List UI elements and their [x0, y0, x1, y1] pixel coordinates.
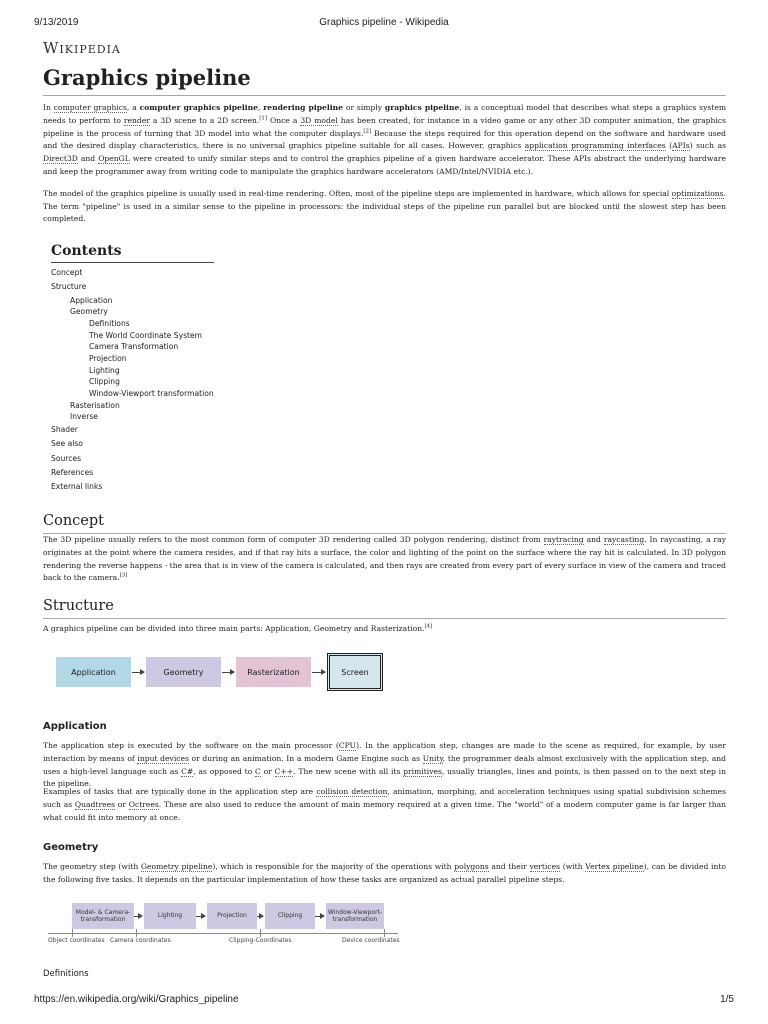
bold-term: computer graphics pipeline — [139, 103, 258, 112]
toc-item[interactable]: References — [51, 468, 94, 478]
text-run: (with — [560, 862, 586, 871]
arrow-icon — [222, 672, 234, 673]
text-run: has been created, for instance in a — [337, 115, 481, 125]
toc-title: Contents — [51, 243, 214, 263]
toc-item[interactable]: Rasterisation — [70, 400, 120, 410]
lead-paragraph-1 — [43, 102, 726, 179]
toc-item[interactable]: Clipping — [89, 377, 120, 387]
arrow-icon — [196, 916, 205, 917]
axis-tick — [136, 929, 137, 937]
text-run: and — [77, 154, 99, 164]
article-link[interactable]: Unity — [422, 753, 443, 763]
print-title: Graphics pipeline - Wikipedia — [319, 17, 449, 28]
text-run: were created to unify similar steps and to control the graphics pipeline of a given — [129, 154, 460, 164]
toc-item[interactable]: Structure — [51, 282, 87, 292]
geometry-stage-clipping: Clipping — [265, 903, 315, 929]
subsection-heading-application: Application — [43, 721, 107, 732]
text-run: , the programmer deals almost exclusively with the application step, and uses a high-level language such as — [43, 753, 726, 776]
article-link[interactable]: C — [255, 766, 261, 776]
text-run: , animation, morphing, and acceleration techniques using spatial subdivision schemes such as — [43, 787, 727, 809]
text-run: The model of the graphics pipeline is usually used in real-time rendering. Often, most of the pipeline steps are implemented in hardware, which allows for special — [43, 188, 672, 198]
text-run: or — [260, 766, 275, 776]
text-run: ), which is responsible for the majority of the operations with — [212, 862, 455, 871]
citation-link[interactable]: [1] — [259, 115, 268, 122]
geometry-stage-lighting: Lighting — [144, 903, 196, 929]
arrow-icon — [312, 672, 325, 673]
article-link[interactable]: input devices — [137, 753, 189, 763]
article-link[interactable]: Vertex pipeline — [585, 862, 644, 871]
article-link[interactable]: raytracing — [543, 535, 584, 544]
coordinate-axis — [48, 933, 398, 934]
article-link[interactable]: render — [123, 115, 150, 125]
text-run: , usually triangles, lines and points, is then passed on to the next step in the pipeline. — [43, 766, 726, 789]
toc-item[interactable]: External links — [51, 482, 103, 492]
caption-object-coordinates: Object coordinates — [48, 937, 105, 944]
text-run: , as opposed to — [193, 766, 256, 776]
bold-term: rendering pipeline — [263, 103, 344, 112]
print-url: https://en.wikipedia.org/wiki/Graphics_pipeline — [34, 994, 239, 1005]
article-link[interactable]: Direct3D — [43, 154, 78, 164]
text-run: video game — [480, 115, 526, 125]
article-link[interactable]: CPU — [338, 741, 357, 750]
article-link[interactable]: C# — [181, 766, 194, 776]
text-run: The 3D pipeline usually refers to the most common form of computer 3D rendering called 3D polygon rendering, distinct from — [43, 535, 544, 544]
arrow-icon — [134, 916, 142, 917]
text-run: . In raycasting, a ray originates at the point where the camera resides, and if that ray hits a surface, the color and lighting of the point on the surface where the ray hit is calculated. In 3D polygon rendering the reverse happens - the area that is in view of the camera is calculated, and then rays are created from every part of every surface in view of the camera and traced back to the camera. — [43, 535, 727, 583]
axis-tick — [72, 929, 73, 937]
toc-item[interactable]: Lighting — [89, 365, 120, 375]
application-paragraph-2 — [43, 786, 726, 824]
text-run: . The new scene with all its — [293, 766, 404, 776]
geometry-pipeline-diagram — [48, 899, 408, 949]
citation-link[interactable]: [4] — [424, 623, 433, 630]
article-link[interactable]: APIs — [672, 141, 690, 151]
text-run: , is a conceptual model that describes what steps a graphics system needs to perform to — [43, 103, 727, 125]
article-link[interactable]: collision detection — [316, 787, 388, 796]
toc-item[interactable]: Shader — [51, 425, 78, 435]
toc-item[interactable]: Sources — [51, 453, 82, 463]
article-link[interactable]: application programming interfaces — [524, 141, 666, 151]
text-run: The geometry step (with — [43, 862, 141, 871]
diagram-stage-rasterization: Rasterization — [236, 657, 311, 687]
print-date: 9/13/2019 — [34, 17, 79, 28]
subsection-heading-geometry: Geometry — [43, 842, 99, 853]
table-of-contents — [51, 243, 214, 495]
section-heading-concept: Concept — [43, 512, 726, 534]
axis-tick — [260, 929, 261, 937]
toc-item[interactable]: Definitions — [89, 318, 130, 328]
text-run: . The term "pipeline" is used in a similar sense to the pipeline in processors: the individual steps of the pipeline run parallel but are blocked until the slowest step has been completed. — [43, 188, 726, 224]
geometry-paragraph — [43, 861, 726, 887]
section-heading-structure: Structure — [43, 597, 726, 619]
geometry-stage-model-camera: Model- & Camera-transformation — [72, 903, 134, 929]
diagram-stage-screen: Screen — [327, 653, 383, 691]
text-run: or simply — [343, 103, 385, 112]
arrow-icon — [257, 916, 263, 917]
text-run: , — [257, 103, 264, 112]
axis-tick — [384, 929, 385, 937]
article — [43, 36, 727, 979]
toc-item[interactable]: Window-Viewport transformation — [89, 389, 214, 399]
diagram-stage-geometry: Geometry — [146, 657, 221, 687]
article-link[interactable]: vertices — [529, 862, 561, 871]
page-title: Graphics pipeline — [43, 65, 726, 96]
toc-item[interactable]: Concept — [51, 268, 83, 277]
text-run: hardware accelerator — [459, 154, 543, 164]
caption-device-coordinates: Device coordinates — [342, 937, 400, 944]
article-link[interactable]: optimizations — [671, 188, 724, 198]
text-run: or — [114, 799, 129, 809]
toc-item[interactable]: See also — [51, 439, 83, 449]
toc-item[interactable]: Application — [70, 295, 113, 305]
text-run: . These APIs abstract the underlying hardware and keep the programmer away from writing code to manipulate the graphics hardware accelerators (AMD/Intel/NVIDIA etc.). — [43, 154, 726, 176]
citation-link[interactable]: [3] — [119, 572, 128, 579]
text-run: ) such as — [689, 141, 726, 151]
print-header — [34, 17, 734, 31]
bold-term: graphics pipeline — [384, 103, 460, 112]
text-run: Because the steps required for this operation depend on the software and hardware used and the desired display characteristics, there is no universal graphics pipeline suitable for all cases. However, graphics — [43, 128, 726, 151]
text-run: a 3D scene to a 2D screen. — [149, 115, 260, 125]
article-link[interactable]: computer graphics — [53, 103, 127, 112]
geometry-stage-projection: Projection — [207, 903, 257, 929]
text-run: In — [43, 103, 54, 112]
text-run: , a — [126, 103, 140, 112]
arrow-icon — [132, 672, 144, 673]
article-link[interactable]: polygons — [454, 862, 489, 871]
toc-item[interactable]: The World Coordinate System — [89, 330, 203, 340]
text-run: A graphics pipeline can be divided into three main parts: Application, Geometry and Rasterization. — [43, 624, 425, 633]
article-link[interactable]: C++ — [274, 766, 294, 776]
text-run: or during an animation. In a modern Game Engine such as — [188, 753, 423, 763]
article-link[interactable]: Octrees — [128, 799, 159, 809]
text-run: ). In the application step, changes are made to the scene as required, for example, by user interaction by means of — [43, 741, 726, 763]
print-page-number: 1/5 — [720, 994, 734, 1005]
toc-item[interactable]: Geometry — [70, 307, 108, 317]
text-run: or any other 3D computer animation, the graphics pipeline is the process of turning that 3D model into what the computer displays. — [43, 115, 726, 138]
print-footer — [34, 994, 734, 1008]
caption-camera-coordinates: Camera coordinates — [110, 937, 171, 944]
article-link[interactable]: Geometry pipeline — [140, 862, 213, 871]
article-link[interactable]: raycasting — [603, 535, 645, 544]
text-run: The application step is executed by the software on the main processor ( — [43, 741, 339, 750]
text-run: ), can be divided into the following five tasks. It depends on the particular implementation of how these tasks are organized as actual parallel pipeline steps. — [43, 862, 726, 884]
text-run: and — [583, 535, 604, 544]
toc-list — [51, 266, 214, 495]
subsubsection-heading-definitions: Definitions — [43, 969, 89, 979]
geometry-stage-window-viewport: Window-Viewport-transformation — [326, 903, 384, 929]
citation-link[interactable]: [2] — [363, 128, 372, 135]
diagram-stage-application: Application — [56, 657, 131, 687]
toc-item[interactable]: Camera Transformation — [89, 342, 179, 352]
toc-item[interactable]: Projection — [89, 354, 127, 364]
text-run: ( — [665, 141, 673, 151]
toc-item[interactable]: Inverse — [70, 412, 98, 422]
text-run: . These are also used to reduce the amount of main memory required at a given time. The "world" of a modern computer game is far larger than what could fit into memory at once. — [43, 799, 727, 822]
article-link[interactable]: 3D model — [300, 115, 338, 125]
pipeline-diagram — [56, 653, 369, 697]
text-run: Examples of tasks that are typically done in the application step are — [43, 787, 317, 796]
article-link[interactable]: primitives — [403, 766, 442, 776]
caption-clipping-coordinates: Clipping-Coordinates — [229, 937, 292, 944]
structure-paragraph — [43, 623, 726, 636]
lead-paragraph-2 — [43, 188, 726, 226]
concept-paragraph — [43, 534, 726, 585]
wikipedia-logo[interactable]: Wikipedia — [43, 39, 121, 57]
arrow-icon — [315, 916, 324, 917]
text-run: Once a — [267, 115, 301, 125]
article-link[interactable]: Quadtrees — [74, 799, 115, 809]
text-run: and their — [488, 862, 530, 871]
application-paragraph-1 — [43, 740, 726, 791]
article-link[interactable]: OpenGL — [98, 154, 130, 164]
